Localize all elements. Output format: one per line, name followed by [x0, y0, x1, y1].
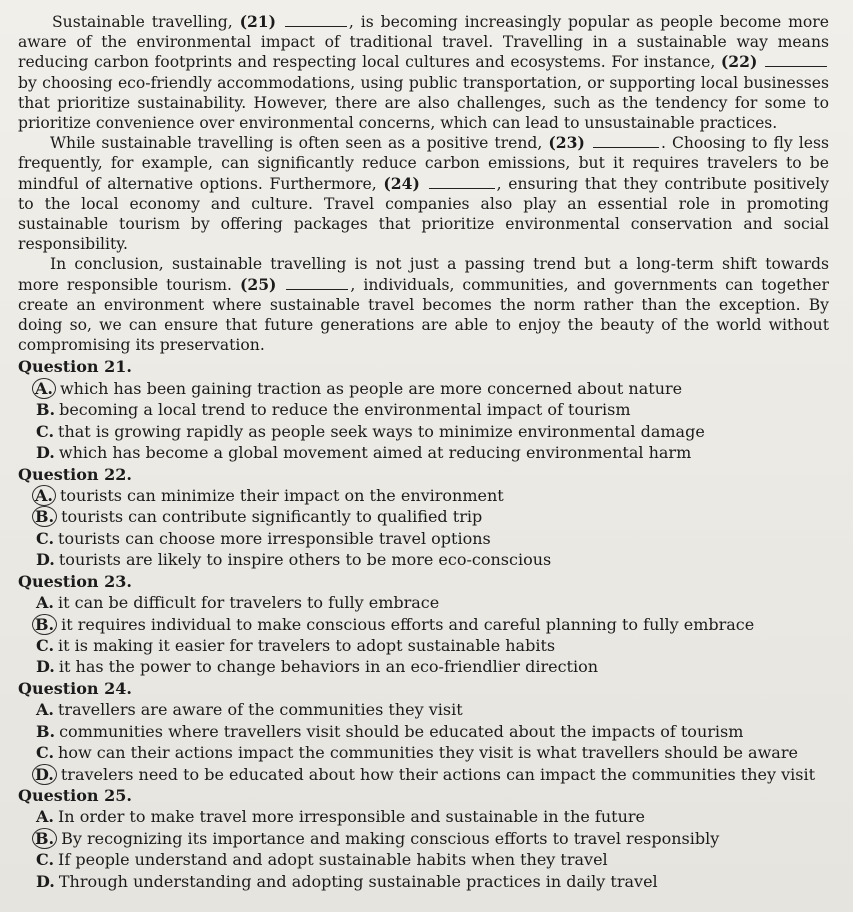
question-23 — [18, 571, 829, 678]
option-text: how can their actions impact the communities they visit is what travellers should be aware — [58, 743, 798, 763]
passage-text: Sustainable travelling, — [52, 13, 233, 31]
option-letter: B. — [32, 506, 57, 527]
option-text: which has become a global movement aimed at reducing environmental harm — [58, 443, 692, 463]
paragraph-3 — [18, 254, 829, 355]
option-b[interactable] — [36, 721, 829, 742]
option-c[interactable] — [36, 742, 829, 763]
question-21 — [18, 356, 829, 463]
option-letter: C. — [36, 636, 55, 656]
option-text: becoming a local trend to reduce the environmental impact of tourism — [59, 400, 631, 420]
passage-text: , individuals, communities, and governments can together create an environment where sustainable travel becomes the norm rather than the exception. By doing so, we can ensure that future generations are able to enjoy the beauty of the world without compromising its preservation. — [18, 275, 829, 355]
blank-number-21: (21) — [239, 12, 277, 31]
option-text: it can be difficult for travelers to fully embrace — [57, 593, 440, 613]
option-letter: B. — [32, 614, 57, 635]
option-letter: C. — [36, 850, 55, 870]
blank-number-25: (25) — [239, 274, 277, 294]
option-d[interactable] — [36, 549, 829, 570]
option-text: it has the power to change behaviors in an eco-friendlier direction — [58, 657, 599, 677]
paragraph-1 — [18, 12, 829, 133]
option-letter: D. — [36, 657, 55, 677]
question-title: Question 23. — [18, 571, 132, 591]
blank-23 — [593, 147, 659, 148]
option-b[interactable] — [36, 506, 829, 527]
option-text: Through understanding and adopting sustainable practices in daily travel — [58, 871, 658, 891]
option-letter: A. — [36, 807, 54, 827]
option-a[interactable] — [36, 806, 829, 827]
option-text: If people understand and adopt sustainable habits when they travel — [58, 850, 608, 870]
blank-21 — [285, 26, 347, 27]
option-letter: C. — [36, 421, 55, 441]
option-text: tourists can minimize their impact on the environment — [59, 486, 504, 506]
option-c[interactable] — [36, 421, 829, 442]
question-24 — [18, 678, 829, 785]
option-a[interactable] — [36, 485, 829, 506]
blank-25 — [286, 289, 348, 290]
option-text: it is making it easier for travelers to adopt sustainable habits — [58, 636, 556, 656]
option-c[interactable] — [36, 849, 829, 870]
reading-passage — [18, 12, 829, 355]
option-text: tourists can contribute significantly to qualified trip — [61, 507, 483, 527]
option-b[interactable] — [36, 399, 829, 420]
option-text: tourists are likely to inspire others to be more eco-conscious — [58, 550, 552, 570]
passage-text: While sustainable travelling is often seen as a positive trend, — [50, 134, 543, 153]
blank-24 — [429, 188, 495, 189]
option-letter: C. — [36, 743, 55, 763]
option-a[interactable] — [36, 699, 829, 720]
option-d[interactable] — [36, 656, 829, 677]
question-title: Question 25. — [18, 785, 132, 805]
option-text: travelers need to be educated about how their actions can impact the communities they visit — [60, 764, 816, 784]
question-title: Question 22. — [18, 464, 132, 484]
passage-text: , ensuring that they contribute positively to the local economy and culture. Travel companies also play an essential role in promoting sustainable tourism by offering packages that prioritize environmental conservation and social responsibility. — [18, 174, 830, 254]
paragraph-2 — [18, 133, 829, 254]
option-d[interactable] — [36, 871, 829, 892]
option-letter: D. — [36, 443, 55, 463]
option-text: it requires individual to make conscious efforts and careful planning to fully embrace — [61, 614, 755, 634]
passage-text: In conclusion, sustainable travelling is not just a passing trend but a long-term shift towards more responsible tourism. — [18, 255, 829, 294]
option-letter: A. — [36, 700, 54, 720]
passage-text: , is becoming increasingly popular as people become more aware of the environmental impact of traditional travel. Travelling in a sustainable way means reducing carbon footprints and respecting local cultures and ecosystems. For instance, — [18, 13, 829, 72]
blank-number-23: (23) — [548, 133, 585, 153]
option-letter: D. — [32, 764, 57, 785]
option-a[interactable] — [36, 378, 829, 399]
blank-number-22: (22) — [720, 52, 758, 72]
option-c[interactable] — [36, 528, 829, 549]
option-b[interactable] — [36, 614, 829, 635]
option-letter: A. — [32, 378, 56, 399]
option-text: communities where travellers visit should be educated about the impacts of tourism — [59, 721, 744, 741]
option-letter: B. — [36, 400, 56, 420]
option-letter: D. — [36, 550, 55, 570]
passage-text: . Choosing to fly less frequently, for example, can significantly reduce carbon emissions, but it requires travelers to be mindful of alternative options. Furthermore, — [18, 134, 829, 193]
option-letter: B. — [36, 721, 56, 741]
option-b[interactable] — [36, 828, 829, 849]
option-text: which has been gaining traction as people are more concerned about nature — [59, 378, 683, 398]
option-text: By recognizing its importance and making conscious efforts to travel responsibly — [61, 828, 720, 848]
blank-22 — [765, 66, 827, 67]
option-a[interactable] — [36, 592, 829, 613]
question-25 — [18, 785, 829, 892]
option-text: that is growing rapidly as people seek ways to minimize environmental damage — [58, 421, 705, 441]
option-letter: D. — [36, 871, 55, 891]
option-d[interactable] — [36, 764, 829, 785]
question-title: Question 24. — [18, 678, 132, 698]
option-letter: C. — [36, 528, 55, 548]
option-letter: A. — [32, 485, 56, 506]
option-d[interactable] — [36, 442, 829, 463]
option-letter: B. — [32, 828, 57, 849]
option-text: travellers are aware of the communities they visit — [57, 700, 463, 720]
passage-text: by choosing eco-friendly accommodations, using public transportation, or supporting local businesses that prioritize sustainability. However, there are also challenges, such as the tendency for some to prioritize convenience over environmental concerns, which can lead to unsustainable practices. — [18, 73, 829, 133]
option-text: tourists can choose more irresponsible travel options — [58, 528, 491, 548]
question-list — [18, 356, 829, 892]
option-letter: A. — [36, 593, 54, 613]
blank-number-24: (24) — [383, 173, 420, 193]
option-text: In order to make travel more irresponsible and sustainable in the future — [57, 807, 645, 827]
question-22 — [18, 464, 829, 571]
question-title: Question 21. — [18, 357, 132, 377]
option-c[interactable] — [36, 635, 829, 656]
